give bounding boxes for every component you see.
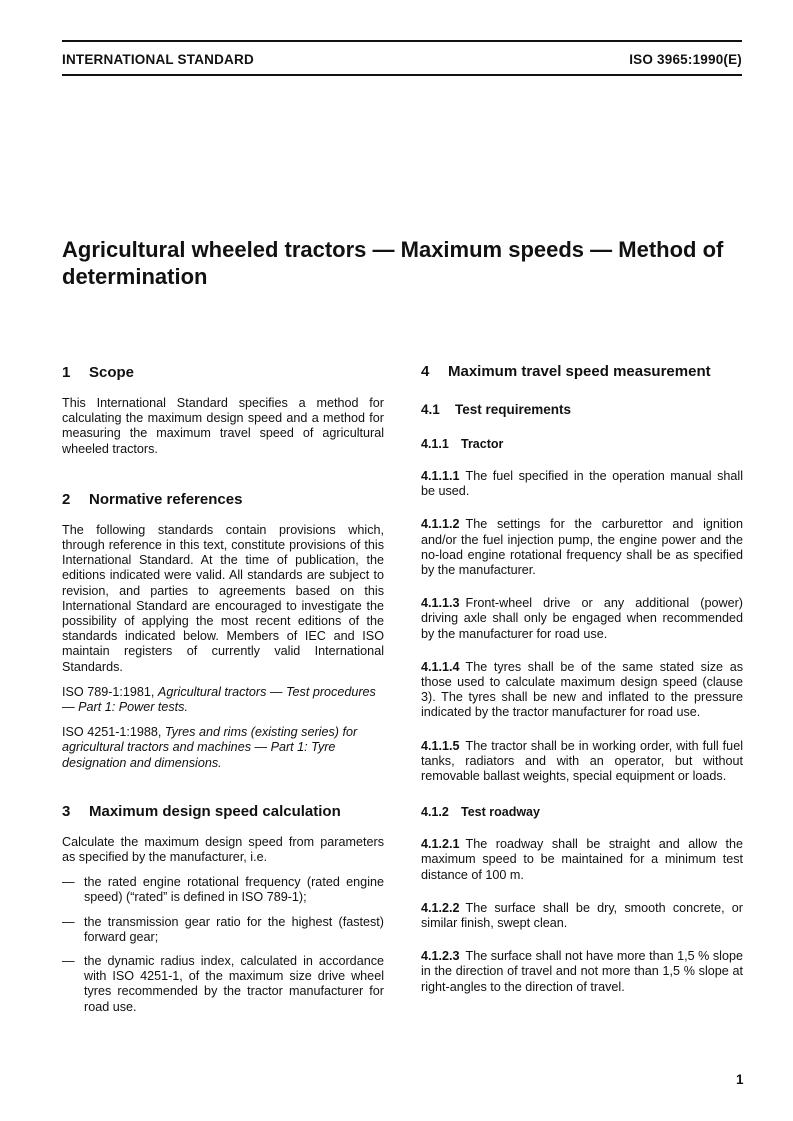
page-number: 1: [736, 1072, 744, 1087]
clause-4-1-2-2: [421, 901, 743, 931]
section-title: Test requirements: [455, 402, 572, 417]
section-title: Maximum travel speed measurement: [448, 363, 711, 380]
reference-iso-789-1: [62, 685, 384, 715]
clause-number: 4.1.2.3: [421, 949, 460, 964]
header-bottom-rule: [62, 74, 742, 76]
reference-code: ISO 789-1:1981,: [62, 684, 155, 699]
section-title: Test roadway: [461, 805, 540, 820]
section-title: Maximum design speed calculation: [89, 802, 341, 820]
section-4-1-1-heading: [421, 436, 743, 452]
section-2-heading: [62, 491, 384, 509]
section-3-heading: [62, 803, 384, 821]
clause-4-1-1-4: [421, 660, 743, 721]
section-title: Normative references: [89, 490, 243, 508]
section-4-1-2-heading: [421, 804, 743, 820]
clause-4-1-2-3: [421, 949, 743, 995]
document-title: Agricultural wheeled tractors — Maximum speeds — Method of determination: [62, 237, 724, 289]
reference-code: ISO 4251-1:1988,: [62, 725, 162, 740]
section-4-1-heading: [421, 401, 743, 418]
clause-4-1-1-2: [421, 517, 743, 578]
clause-text: Front-wheel drive or any additional (power) driving axle shall only be engaged when recommended by the manufacturer for road use.: [421, 596, 743, 641]
section-number: 2: [62, 490, 71, 508]
list-item: — the rated engine rotational frequency (rated engine speed) (“rated” is defined in ISO 789-1);: [62, 875, 384, 905]
section-4-heading: [421, 363, 743, 381]
scope-text: This International Standard specifies a method for calculating the maximum design speed and a method for measuring the maximum travel speed of agricultural wheeled tractors.: [62, 396, 384, 456]
clause-4-1-1-1: [421, 469, 743, 499]
section-title: Tractor: [461, 437, 504, 451]
normative-text: The following standards contain provisions which, through reference in this text, constitute provisions of this International Standard. At the time of publication, the editions indicated were valid. All standards are subject to revision, and parties to agreements based on this International Standard are encouraged to investigate the possibility of applying the most recent editions of the standards indicated below. Members of IEC and ISO maintain registers of currently valid International Standards.: [62, 522, 384, 674]
right-column: [421, 364, 743, 995]
clause-number: 4.1.2.1: [421, 837, 460, 852]
section-number: 4.1.2: [421, 805, 449, 820]
clause-text: The tyres shall be of the same stated size as those used to calculate maximum design speed (clause 3). The tyres shall be new and inflated to the pressure indicated by the tractor manufacturer for road use.: [421, 659, 743, 720]
list-item: — the dynamic radius index, calculated in accordance with ISO 4251-1, of the maximum size drive wheel tyres recommended by the tractor manufacturer for road use.: [62, 954, 384, 1015]
parameter-list: [62, 875, 384, 1015]
design-speed-intro: Calculate the maximum design speed from parameters as specified by the manufacturer, i.e.: [62, 834, 384, 865]
header-right: ISO 3965:1990(E): [629, 52, 742, 67]
clause-number: 4.1.1.2: [421, 517, 460, 532]
section-1-heading: [62, 364, 384, 382]
clause-4-1-2-1: [421, 837, 743, 883]
clause-number: 4.1.1.4: [421, 659, 460, 674]
clause-4-1-1-5: [421, 739, 743, 785]
reference-iso-4251-1: [62, 725, 384, 771]
clause-number: 4.1.1.3: [421, 596, 460, 611]
clause-text: The roadway shall be straight and allow the maximum speed to be maintained for a minimum test distance of 100 m.: [421, 837, 743, 882]
section-number: 4.1.1: [421, 437, 449, 451]
header-top-rule: [62, 40, 742, 42]
reference-title: Tyres and rims (existing series) for agricultural tractors and machines — Part 1: Tyre designation and dimensions.: [62, 725, 358, 770]
reference-title: Agricultural tractors — Test procedures — Part 1: Power tests.: [62, 684, 376, 715]
clause-number: 4.1.1.1: [421, 469, 460, 483]
clause-text: The settings for the carburettor and ignition and/or the fuel injection pump, the engine power and the no-load engine rotational frequency shall be as specified by the manufacturer.: [421, 517, 743, 578]
header-left: INTERNATIONAL STANDARD: [62, 52, 254, 67]
section-number: 4: [421, 363, 430, 380]
clause-number: 4.1.2.2: [421, 900, 460, 915]
clause-text: The fuel specified in the operation manual shall be used.: [421, 469, 743, 499]
clause-text: The tractor shall be in working order, with full fuel tanks, radiators and with an operator, but without removable ballast weights, special equipment or loads.: [421, 738, 743, 784]
section-number: 4.1: [421, 402, 440, 417]
clause-number: 4.1.1.5: [421, 738, 460, 753]
section-title: Scope: [89, 364, 135, 381]
left-column: [62, 364, 384, 1024]
clause-text: The surface shall be dry, smooth concrete, or similar finish, swept clean.: [421, 900, 743, 931]
clause-text: The surface shall not have more than 1,5 % slope in the direction of travel and not more than 1,5 % slope at right-angles to the direction of travel.: [421, 949, 743, 994]
section-number: 1: [62, 364, 71, 381]
clause-4-1-1-3: [421, 596, 743, 642]
list-item: — the transmission gear ratio for the highest (fastest) forward gear;: [62, 915, 384, 945]
section-number: 3: [62, 802, 71, 820]
